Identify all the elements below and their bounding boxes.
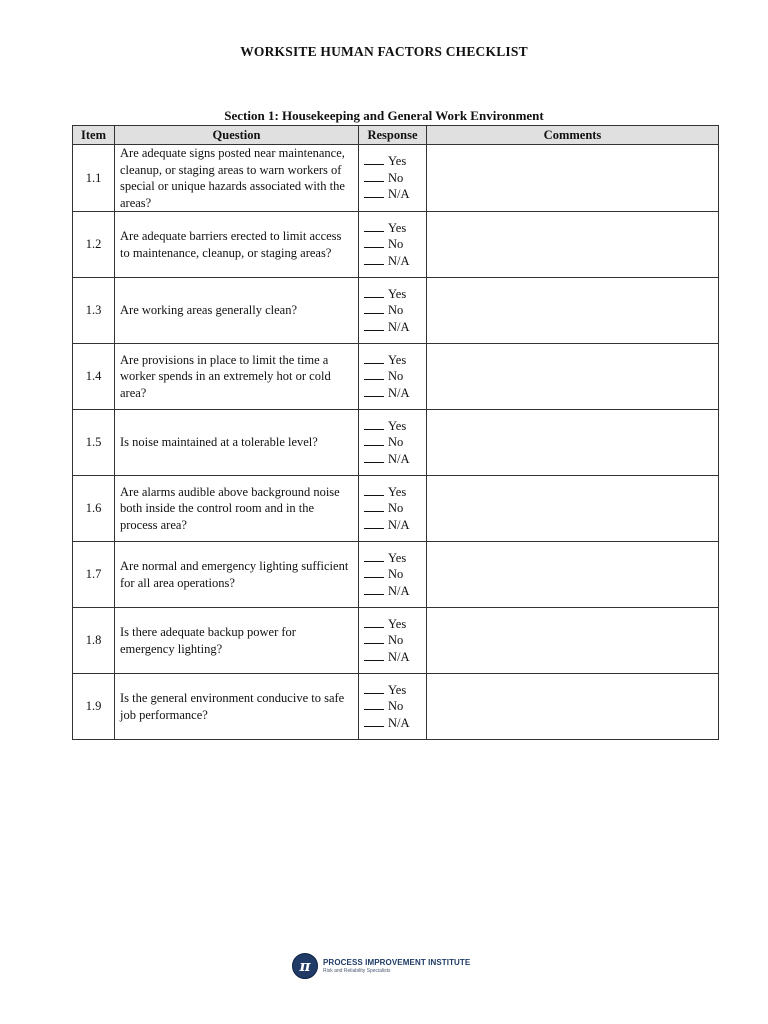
response-blank[interactable] <box>364 511 384 512</box>
response-blank[interactable] <box>364 627 384 628</box>
header-question: Question <box>115 126 359 145</box>
response-option[interactable] <box>364 220 426 237</box>
header-comments: Comments <box>427 126 719 145</box>
response-label: Yes <box>388 352 407 367</box>
response-option[interactable] <box>364 451 426 468</box>
question-text: Are working areas generally clean? <box>115 278 359 344</box>
table-row <box>73 410 719 476</box>
response-option[interactable] <box>364 368 426 385</box>
response-option[interactable] <box>364 434 426 451</box>
response-blank[interactable] <box>364 231 384 232</box>
response-options <box>359 212 427 278</box>
comment-cell[interactable] <box>427 410 719 476</box>
question-text: Are adequate barriers erected to limit access to maintenance, cleanup, or staging areas? <box>115 212 359 278</box>
response-option[interactable] <box>364 632 426 649</box>
item-number: 1.5 <box>73 410 115 476</box>
response-option[interactable] <box>364 385 426 402</box>
question-text: Is noise maintained at a tolerable level? <box>115 410 359 476</box>
table-row <box>73 212 719 278</box>
table-header-row <box>73 126 719 145</box>
response-blank[interactable] <box>364 297 384 298</box>
header-item: Item <box>73 126 115 145</box>
response-label: N/A <box>388 253 410 268</box>
response-option[interactable] <box>364 484 426 501</box>
response-blank[interactable] <box>364 561 384 562</box>
response-blank[interactable] <box>364 709 384 710</box>
table-row <box>73 145 719 212</box>
response-label: N/A <box>388 187 410 202</box>
logo-name: PROCESS IMPROVEMENT INSTITUTE <box>323 957 471 967</box>
response-option[interactable] <box>364 566 426 583</box>
response-label: Yes <box>388 616 407 631</box>
response-option[interactable] <box>364 649 426 666</box>
item-number: 1.2 <box>73 212 115 278</box>
response-options <box>359 410 427 476</box>
response-label: No <box>388 303 404 318</box>
response-blank[interactable] <box>364 264 384 265</box>
comment-cell[interactable] <box>427 608 719 674</box>
response-blank[interactable] <box>364 330 384 331</box>
response-option[interactable] <box>364 500 426 517</box>
response-option[interactable] <box>364 170 426 187</box>
question-text: Are adequate signs posted near maintenance, cleanup, or staging areas to warn workers of special or unique hazards associated with the areas? <box>115 145 359 212</box>
response-label: N/A <box>388 319 410 334</box>
response-label: Yes <box>388 220 407 235</box>
section-title: Section 1: Housekeeping and General Work Environment <box>224 108 544 123</box>
response-label: Yes <box>388 682 407 697</box>
table-row <box>73 674 719 740</box>
response-options <box>359 608 427 674</box>
response-option[interactable] <box>364 418 426 435</box>
response-option[interactable] <box>364 682 426 699</box>
response-option[interactable] <box>364 153 426 170</box>
response-option[interactable] <box>364 302 426 319</box>
response-blank[interactable] <box>364 181 384 182</box>
response-label: N/A <box>388 583 410 598</box>
response-option[interactable] <box>364 698 426 715</box>
response-blank[interactable] <box>364 197 384 198</box>
response-label: N/A <box>388 715 410 730</box>
question-text: Is the general environment conducive to safe job performance? <box>115 674 359 740</box>
response-label: No <box>388 567 404 582</box>
response-options <box>359 278 427 344</box>
response-label: No <box>388 699 404 714</box>
response-blank[interactable] <box>364 462 384 463</box>
response-option[interactable] <box>364 352 426 369</box>
table-row <box>73 476 719 542</box>
response-blank[interactable] <box>364 660 384 661</box>
table-row <box>73 608 719 674</box>
comment-cell[interactable] <box>427 674 719 740</box>
response-options <box>359 542 427 608</box>
response-blank[interactable] <box>364 528 384 529</box>
response-option[interactable] <box>364 583 426 600</box>
item-number: 1.4 <box>73 344 115 410</box>
response-blank[interactable] <box>364 396 384 397</box>
response-blank[interactable] <box>364 363 384 364</box>
item-number: 1.9 <box>73 674 115 740</box>
question-text: Is there adequate backup power for emergency lighting? <box>115 608 359 674</box>
response-label: No <box>388 237 404 252</box>
table-row <box>73 344 719 410</box>
item-number: 1.8 <box>73 608 115 674</box>
response-label: No <box>388 633 404 648</box>
response-blank[interactable] <box>364 693 384 694</box>
response-option[interactable] <box>364 550 426 567</box>
comment-cell[interactable] <box>427 212 719 278</box>
response-label: N/A <box>388 649 410 664</box>
response-options <box>359 476 427 542</box>
comment-cell[interactable] <box>427 278 719 344</box>
response-blank[interactable] <box>364 429 384 430</box>
response-label: No <box>388 501 404 516</box>
response-blank[interactable] <box>364 379 384 380</box>
response-option[interactable] <box>364 715 426 732</box>
comment-cell[interactable] <box>427 542 719 608</box>
document-title: WORKSITE HUMAN FACTORS CHECKLIST <box>240 44 528 59</box>
item-number: 1.7 <box>73 542 115 608</box>
response-option[interactable] <box>364 286 426 303</box>
response-label: No <box>388 369 404 384</box>
header-response: Response <box>359 126 427 145</box>
footer-logo <box>292 953 472 979</box>
comment-cell[interactable] <box>427 145 719 212</box>
response-blank[interactable] <box>364 726 384 727</box>
item-number: 1.3 <box>73 278 115 344</box>
table-row <box>73 542 719 608</box>
response-blank[interactable] <box>364 164 384 165</box>
response-label: N/A <box>388 517 410 532</box>
response-option[interactable] <box>364 186 426 203</box>
table-row <box>73 278 719 344</box>
response-option[interactable] <box>364 616 426 633</box>
response-label: No <box>388 435 404 450</box>
response-option[interactable] <box>364 253 426 270</box>
item-number: 1.1 <box>73 145 115 212</box>
question-text: Are alarms audible above background noise both inside the control room and in the process area? <box>115 476 359 542</box>
response-blank[interactable] <box>364 495 384 496</box>
question-text: Are provisions in place to limit the time a worker spends in an extremely hot or cold area? <box>115 344 359 410</box>
response-label: Yes <box>388 550 407 565</box>
response-option[interactable] <box>364 319 426 336</box>
response-option[interactable] <box>364 517 426 534</box>
response-label: N/A <box>388 385 410 400</box>
checklist-body <box>73 145 719 740</box>
response-blank[interactable] <box>364 445 384 446</box>
response-blank[interactable] <box>364 247 384 248</box>
response-label: Yes <box>388 418 407 433</box>
response-label: Yes <box>388 154 407 169</box>
response-label: Yes <box>388 286 407 301</box>
comment-cell[interactable] <box>427 344 719 410</box>
response-blank[interactable] <box>364 643 384 644</box>
response-options <box>359 145 427 212</box>
response-options <box>359 674 427 740</box>
item-number: 1.6 <box>73 476 115 542</box>
response-label: No <box>388 170 404 185</box>
response-label: Yes <box>388 484 407 499</box>
response-blank[interactable] <box>364 594 384 595</box>
response-options <box>359 344 427 410</box>
pi-symbol-icon: π <box>292 953 318 979</box>
response-option[interactable] <box>364 236 426 253</box>
response-blank[interactable] <box>364 577 384 578</box>
checklist-table <box>72 125 719 740</box>
comment-cell[interactable] <box>427 476 719 542</box>
response-label: N/A <box>388 451 410 466</box>
logo-tagline: Risk and Reliability Specialists <box>323 967 391 974</box>
response-blank[interactable] <box>364 313 384 314</box>
question-text: Are normal and emergency lighting sufficient for all area operations? <box>115 542 359 608</box>
